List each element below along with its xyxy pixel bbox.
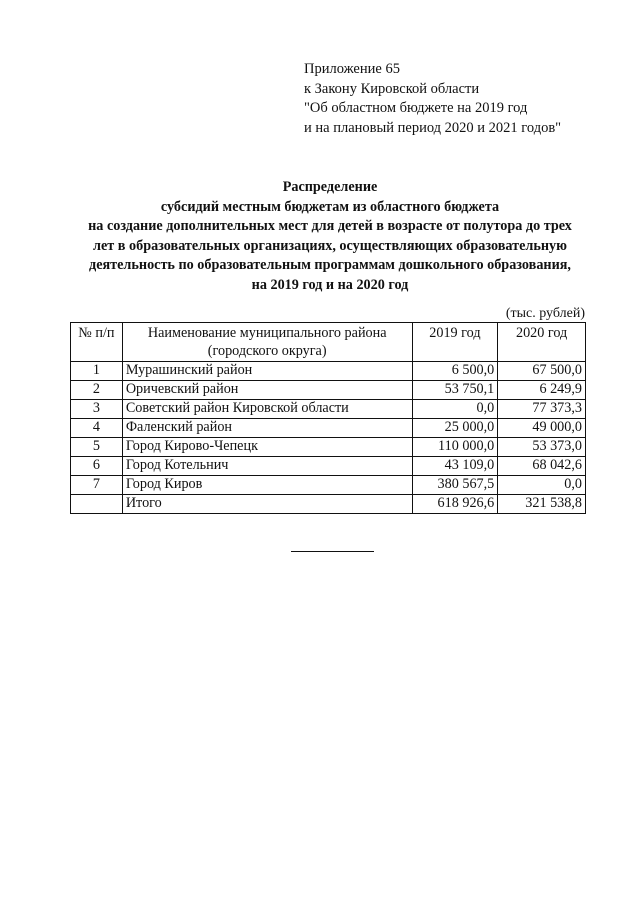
row-name: Фаленский район — [122, 419, 412, 438]
row-2020: 6 249,9 — [498, 381, 586, 400]
row-2020: 49 000,0 — [498, 419, 586, 438]
total-2019: 618 926,6 — [412, 495, 498, 514]
appendix-line: Приложение 65 — [304, 61, 400, 77]
row-2019: 53 750,1 — [412, 381, 498, 400]
row-name: Город Киров — [122, 476, 412, 495]
total-row — [71, 495, 586, 514]
row-num: 5 — [71, 438, 123, 457]
row-num: 4 — [71, 419, 123, 438]
row-num: 3 — [71, 400, 123, 419]
row-2020: 77 373,3 — [498, 400, 586, 419]
row-num: 2 — [71, 381, 123, 400]
table-row — [71, 362, 586, 381]
total-num — [71, 495, 123, 514]
title-line: субсидий местным бюджетам из областного бюджета — [160, 198, 500, 215]
row-2019: 110 000,0 — [412, 438, 498, 457]
row-2020: 68 042,6 — [498, 457, 586, 476]
title-line: на создание дополнительных мест для детей в возрасте от полутора до трех — [88, 218, 572, 235]
title-line: лет в образовательных организациях, осуществляющих образовательную — [93, 237, 567, 254]
appendix-line: к Закону Кировской области — [304, 80, 480, 97]
table-row — [71, 400, 586, 419]
table-header-row — [71, 323, 586, 362]
title-line: Распределение — [282, 179, 378, 195]
row-name: Оричевский район — [122, 381, 412, 400]
appendix-reference — [304, 60, 561, 138]
header-name — [122, 323, 412, 362]
row-2019: 0,0 — [412, 400, 498, 419]
row-name: Город Котельнич — [122, 457, 412, 476]
header-name-line: (городского округа) — [207, 343, 327, 359]
total-label: Итого — [122, 495, 412, 514]
table-row — [71, 381, 586, 400]
table-row — [71, 438, 586, 457]
row-name: Мурашинский район — [122, 362, 412, 381]
table-row — [71, 457, 586, 476]
table-row — [71, 476, 586, 495]
row-2019: 25 000,0 — [412, 419, 498, 438]
row-num: 7 — [71, 476, 123, 495]
header-2020: 2020 год — [498, 323, 586, 362]
row-name: Советский район Кировской области — [122, 400, 412, 419]
row-2020: 67 500,0 — [498, 362, 586, 381]
header-2019: 2019 год — [412, 323, 498, 362]
row-num: 1 — [71, 362, 123, 381]
row-2019: 6 500,0 — [412, 362, 498, 381]
appendix-line: и на плановый период 2020 и 2021 годов" — [304, 119, 562, 136]
end-divider — [291, 551, 374, 552]
title-line: деятельность по образовательным программам дошкольного образования, — [89, 257, 571, 274]
header-num: № п/п — [71, 323, 123, 362]
total-2020: 321 538,8 — [498, 495, 586, 514]
row-name: Город Кирово-Чепецк — [122, 438, 412, 457]
table-row — [71, 419, 586, 438]
units-note: (тыс. рублей) — [505, 306, 585, 321]
title-line: на 2019 год и на 2020 год — [251, 276, 409, 293]
header-name-line: Наименование муниципального района — [147, 325, 387, 341]
row-2020: 53 373,0 — [498, 438, 586, 457]
document-title — [40, 178, 620, 296]
row-num: 6 — [71, 457, 123, 476]
row-2019: 380 567,5 — [412, 476, 498, 495]
row-2020: 0,0 — [498, 476, 586, 495]
subsidy-table — [70, 322, 586, 514]
row-2019: 43 109,0 — [412, 457, 498, 476]
appendix-line: "Об областном бюджете на 2019 год — [304, 100, 528, 116]
